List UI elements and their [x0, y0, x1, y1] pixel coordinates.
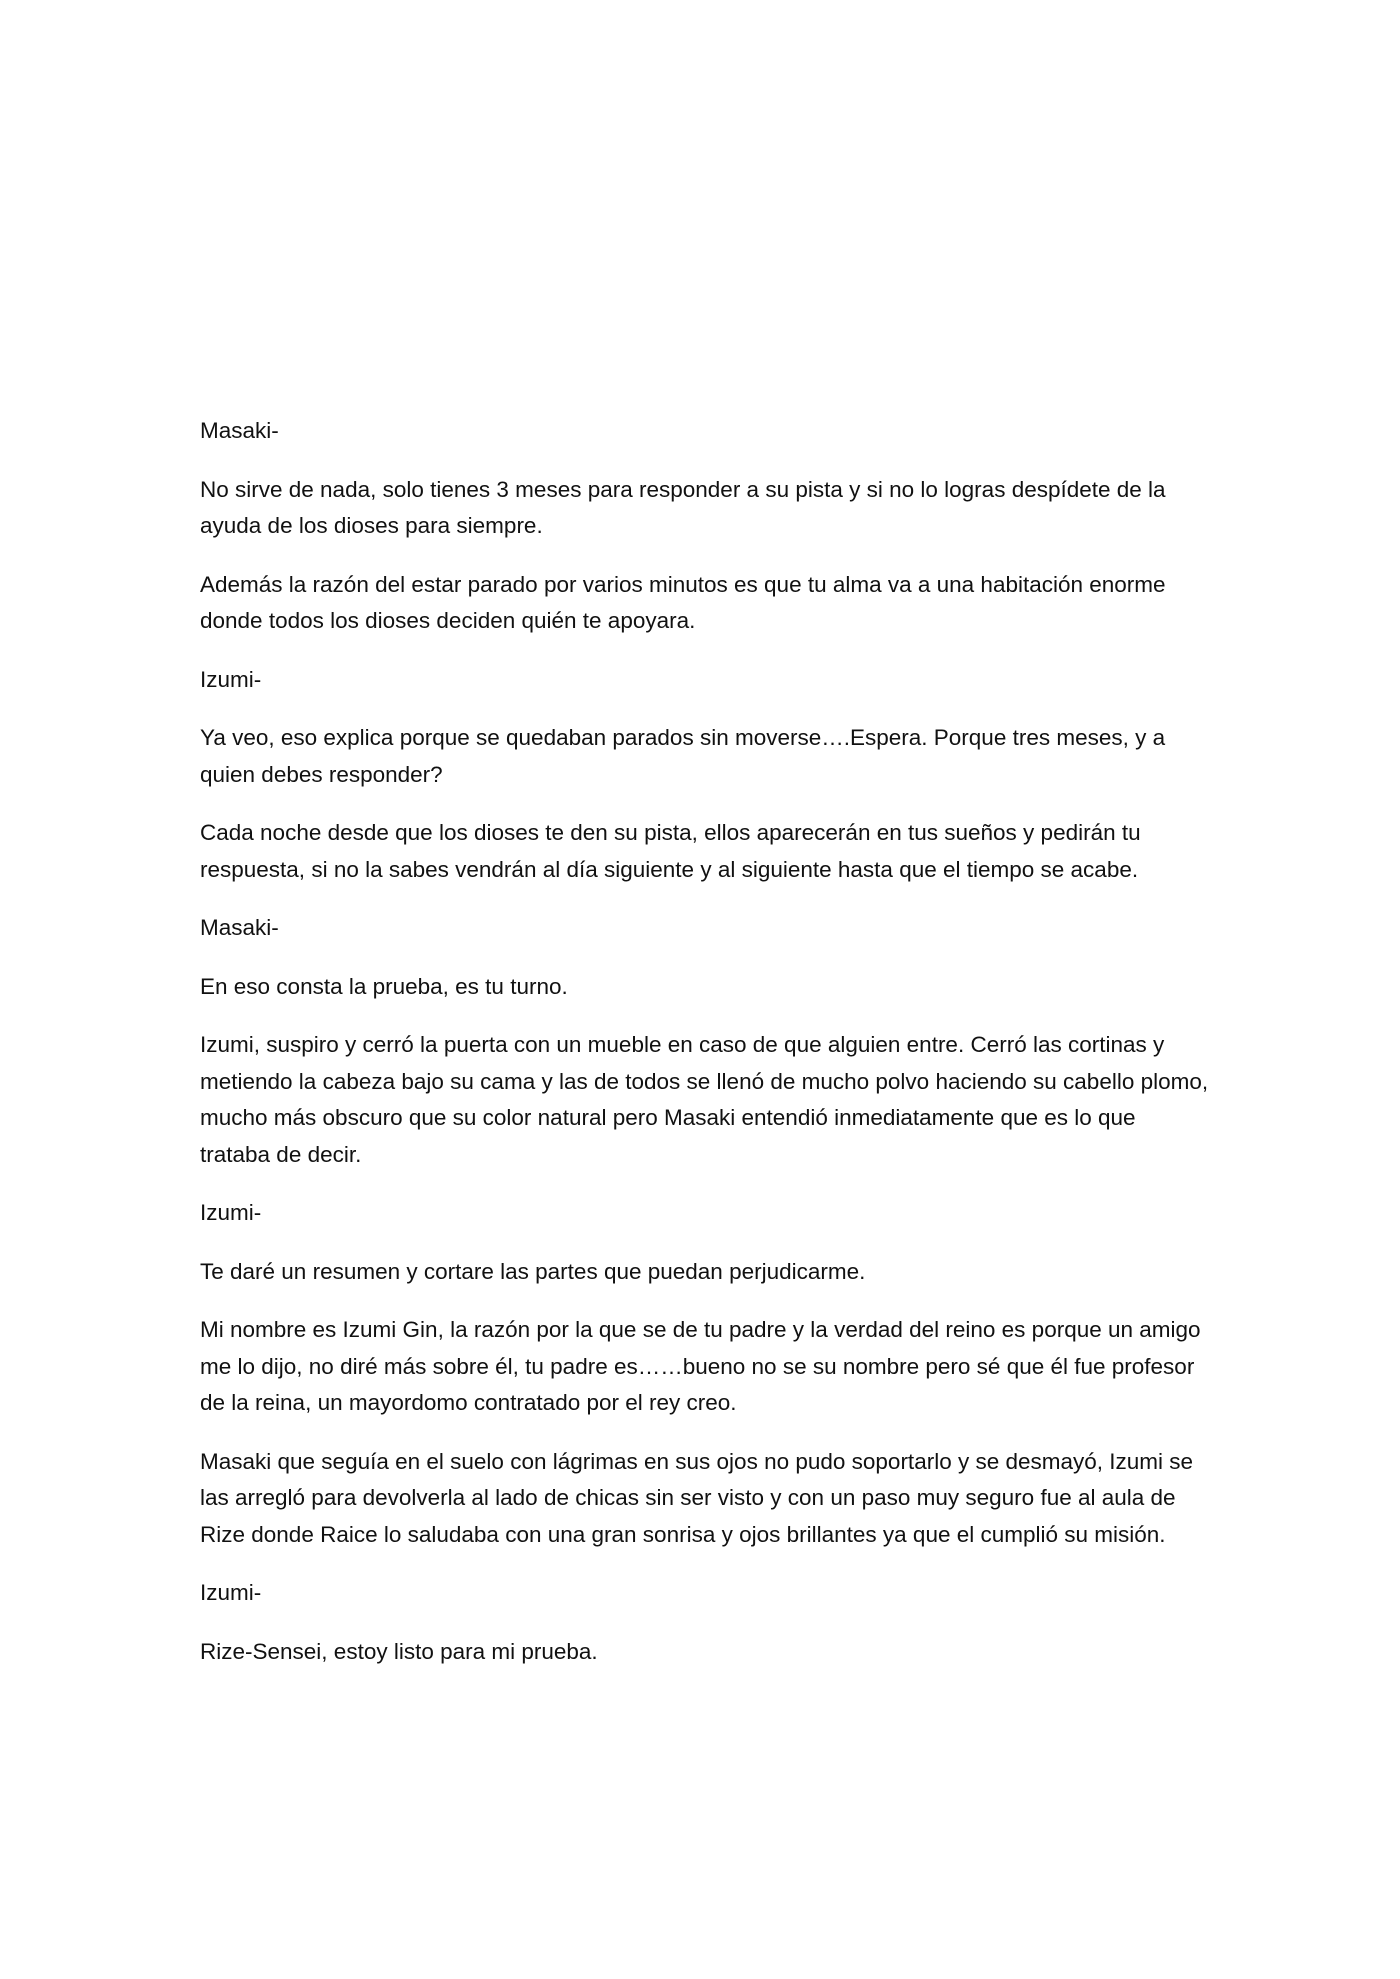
dialogue-paragraph: En eso consta la prueba, es tu turno.	[200, 973, 568, 999]
speaker-label: Masaki-	[200, 418, 279, 443]
dialogue-paragraph: Rize-Sensei, estoy listo para mi prueba.	[200, 1638, 598, 1664]
speaker-label: Masaki-	[200, 915, 279, 940]
dialogue-paragraph: Mi nombre es Izumi Gin, la razón por la que se de tu padre y la verdad del reino es porque un amigo me lo dijo, no diré más sobre él, tu padre es……bueno no se su nombre pero sé que él fue profesor de la reina, un mayordomo contratado por el rey creo.	[200, 1317, 1201, 1415]
narration-paragraph: Masaki que seguía en el suelo con lágrimas en sus ojos no pudo soportarlo y se desmayó, Izumi se las arregló para devolverla al lado de chicas sin ser visto y con un paso muy seguro fue al aula de Rize donde Raice lo saludaba con una gran sonrisa y ojos brillantes ya que el cumplió su misión.	[200, 1448, 1194, 1547]
speaker-label: Izumi-	[200, 1580, 262, 1605]
speaker-label: Izumi-	[200, 1200, 262, 1225]
dialogue-paragraph: Además la razón del estar parado por varios minutos es que tu alma va a una habitación enorme donde todos los dioses deciden quién te apoyara.	[200, 571, 1166, 633]
document-body	[200, 413, 1210, 1692]
narration-paragraph: Izumi, suspiro y cerró la puerta con un mueble en caso de que alguien entre. Cerró las cortinas y metiendo la cabeza bajo su cama y las de todos se llenó de mucho polvo haciendo su cabello plomo, mucho más obscuro que su color natural pero Masaki entendió inmediatamente que es lo que trataba de decir.	[200, 1032, 1209, 1167]
dialogue-paragraph: Te daré un resumen y cortare las partes que puedan perjudicarme.	[200, 1258, 866, 1284]
dialogue-paragraph: No sirve de nada, solo tienes 3 meses para responder a su pista y si no lo logras despídete de la ayuda de los dioses para siempre.	[200, 476, 1166, 538]
speaker-label: Izumi-	[200, 666, 262, 692]
dialogue-paragraph: Cada noche desde que los dioses te den su pista, ellos aparecerán en tus sueños y pedirán tu respuesta, si no la sabes vendrán al día siguiente y al siguiente hasta que el tiempo se acabe.	[200, 820, 1141, 882]
dialogue-paragraph: Ya veo, eso explica porque se quedaban parados sin moverse….Espera. Porque tres meses, y a quien debes responder?	[200, 725, 1166, 787]
